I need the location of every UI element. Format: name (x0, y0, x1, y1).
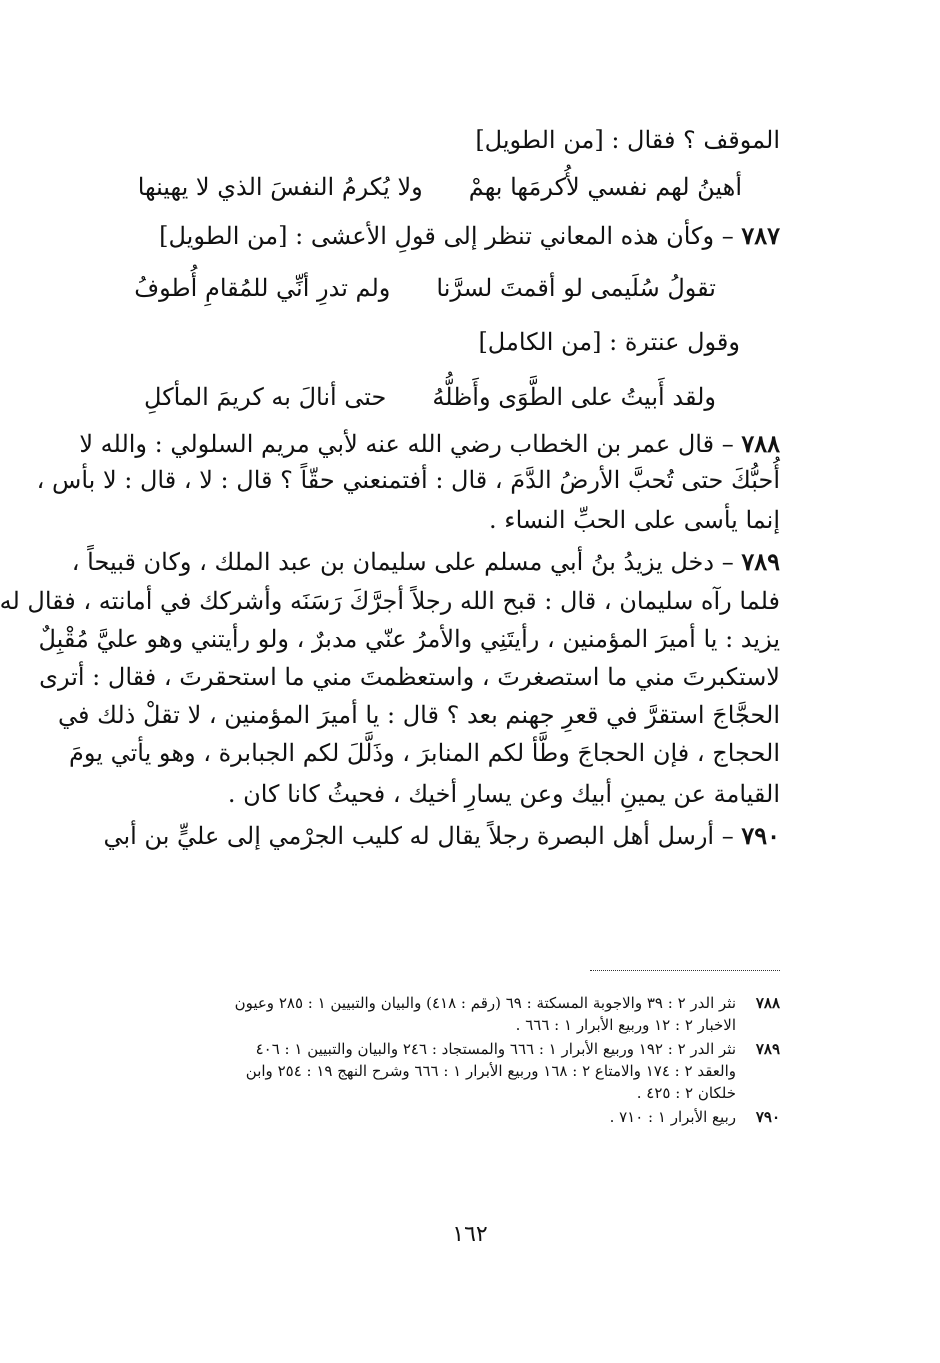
text-line: الحجاج ، فإن الحجاجَ وطَّأ لكم المنابرَ ، وذَلَّلَ لكم الجبابرة ، وهو يأتي يومَ (69, 739, 780, 767)
text-line: القيامة عن يمينِ أبيك وعن يسارِ أخيك ، فحيثُ كانا كان . (227, 780, 780, 808)
verse-3 (105, 368, 780, 426)
verse-hemistich-2: ولا يُكرمُ النفسَ الذي لا يهينها (137, 173, 423, 201)
entry-number: ٧٩٠ (741, 821, 780, 850)
footnote-number: ٧٨٩ (755, 1040, 780, 1058)
entry-number: ٧٨٧ (741, 221, 780, 250)
text-line: إنما يأسى على الحبِّ النساء . (489, 506, 780, 534)
footnote-789 (105, 1038, 780, 1104)
footnote-line: نثر الدر ٢ : ١٩٢ وربيع الأبرار ١ : ٦٦٦ والمستجاد : ٢٤٦ والبيان والتبيين ١ : ٤٠٦ (255, 1040, 736, 1058)
footnote-number: ٧٩٠ (755, 1108, 780, 1126)
text-line: يزيد : يا أميرَ المؤمنين ، رأيتَنِي والأمرُ عنّي مدبرٌ ، ولو رأيتني وهو عليَّ مُقْبِلٌ (38, 625, 780, 653)
text-line: الحجَّاجَ استقرَّ في قعرِ جهنم بعد ؟ قال : يا أميرَ المؤمنين ، لا تقلْ ذلك في (57, 701, 780, 729)
footnote-number: ٧٨٨ (755, 994, 780, 1012)
entry-text: – قال عمر بن الخطاب رضي الله عنه لأبي مريم السلولي : والله لا (79, 430, 742, 458)
footnote-line: نثر الدر ٢ : ٣٩ والاجوبة المسكتة : ٦٩ (رقم : ٤١٨) والبيان والتبيين ١ : ٢٨٥ وعيون (234, 994, 736, 1012)
text-line: أُحبُّكَ حتى تُحبَّ الأرضُ الدَّمَ ، قال : أفتمنعني حقّاً ؟ قال : لا ، قال : لا بأس ، (36, 466, 780, 494)
footnote-line: الاخبار ٢ : ١٢ وربيع الأبرار ١ : ٦٦٦ . (515, 1016, 736, 1034)
footnote-line: والعقد ٢ : ١٧٤ والامتاع ٢ : ١٦٨ وربيع الأبرار ١ : ٦٦٦ وشرح النهج ١٩ : ٢٥٤ وابن (245, 1062, 736, 1080)
entry-number: ٧٨٩ (741, 547, 780, 576)
text-line: وقول عنترة : [من الكامل] (478, 328, 740, 356)
entry-790 (105, 816, 780, 856)
verse-hemistich-1: ولقد أَبيتُ على الطَّوَى وأَظلُّهُ (432, 383, 716, 411)
footnote-line: ربيع الأبرار ١ : ٧١٠ . (609, 1108, 736, 1126)
entry-787 (105, 212, 780, 260)
entry-text: – دخل يزيدُ بنُ أبي مسلم على سليمان بن عبد الملك ، وكان قبيحاً ، (71, 548, 742, 576)
page-number: ١٦٢ (452, 1222, 488, 1247)
text-line: فلما رآه سليمان ، قال : قبح الله رجلاً أجرَّكَ رَسَنَه وأشركك في أمانته ، فقال له (0, 587, 780, 615)
footnote-788 (105, 992, 780, 1036)
footnote-790 (105, 1106, 780, 1128)
entry-789 (0, 542, 780, 816)
verse-hemistich-2: حتى أنالَ به كريمَ المأكلِ (144, 383, 387, 411)
entry-788 (36, 426, 780, 542)
text-line: الموقف ؟ فقال : [من الطويل] (475, 126, 780, 154)
entry-text: – وكأن هذه المعاني تنظر إلى قولِ الأعشى : [من الطويل] (159, 222, 742, 250)
text-line: لاستكبرتَ مني ما استصغرتَ ، واستعظمتَ مني ما استحقرتَ ، فقال : أترى (39, 663, 780, 691)
verse-1 (105, 162, 780, 212)
verse-hemistich-1: تقولُ سُلَيمى لو أقمتَ لسرَّنا (436, 274, 716, 302)
footnotes (105, 992, 780, 1128)
verse-hemistich-2: ولم تدرِ أنِّي للمُقامِ أُطوفُ (134, 274, 391, 302)
entry-text: – أرسل أهل البصرة رجلاً يقال له كليب الجرْمي إلى عليٍّ بن أبي (103, 822, 742, 850)
entry-number: ٧٨٨ (741, 429, 780, 458)
verse-2 (105, 260, 780, 316)
main-text (0, 118, 780, 856)
footnote-divider (590, 970, 780, 971)
verse-hemistich-1: أهينُ لهم نفسي لأُكرمَها بهمْ (468, 173, 742, 201)
footnote-line: خلكان ٢ : ٤٢٥ . (636, 1084, 736, 1102)
